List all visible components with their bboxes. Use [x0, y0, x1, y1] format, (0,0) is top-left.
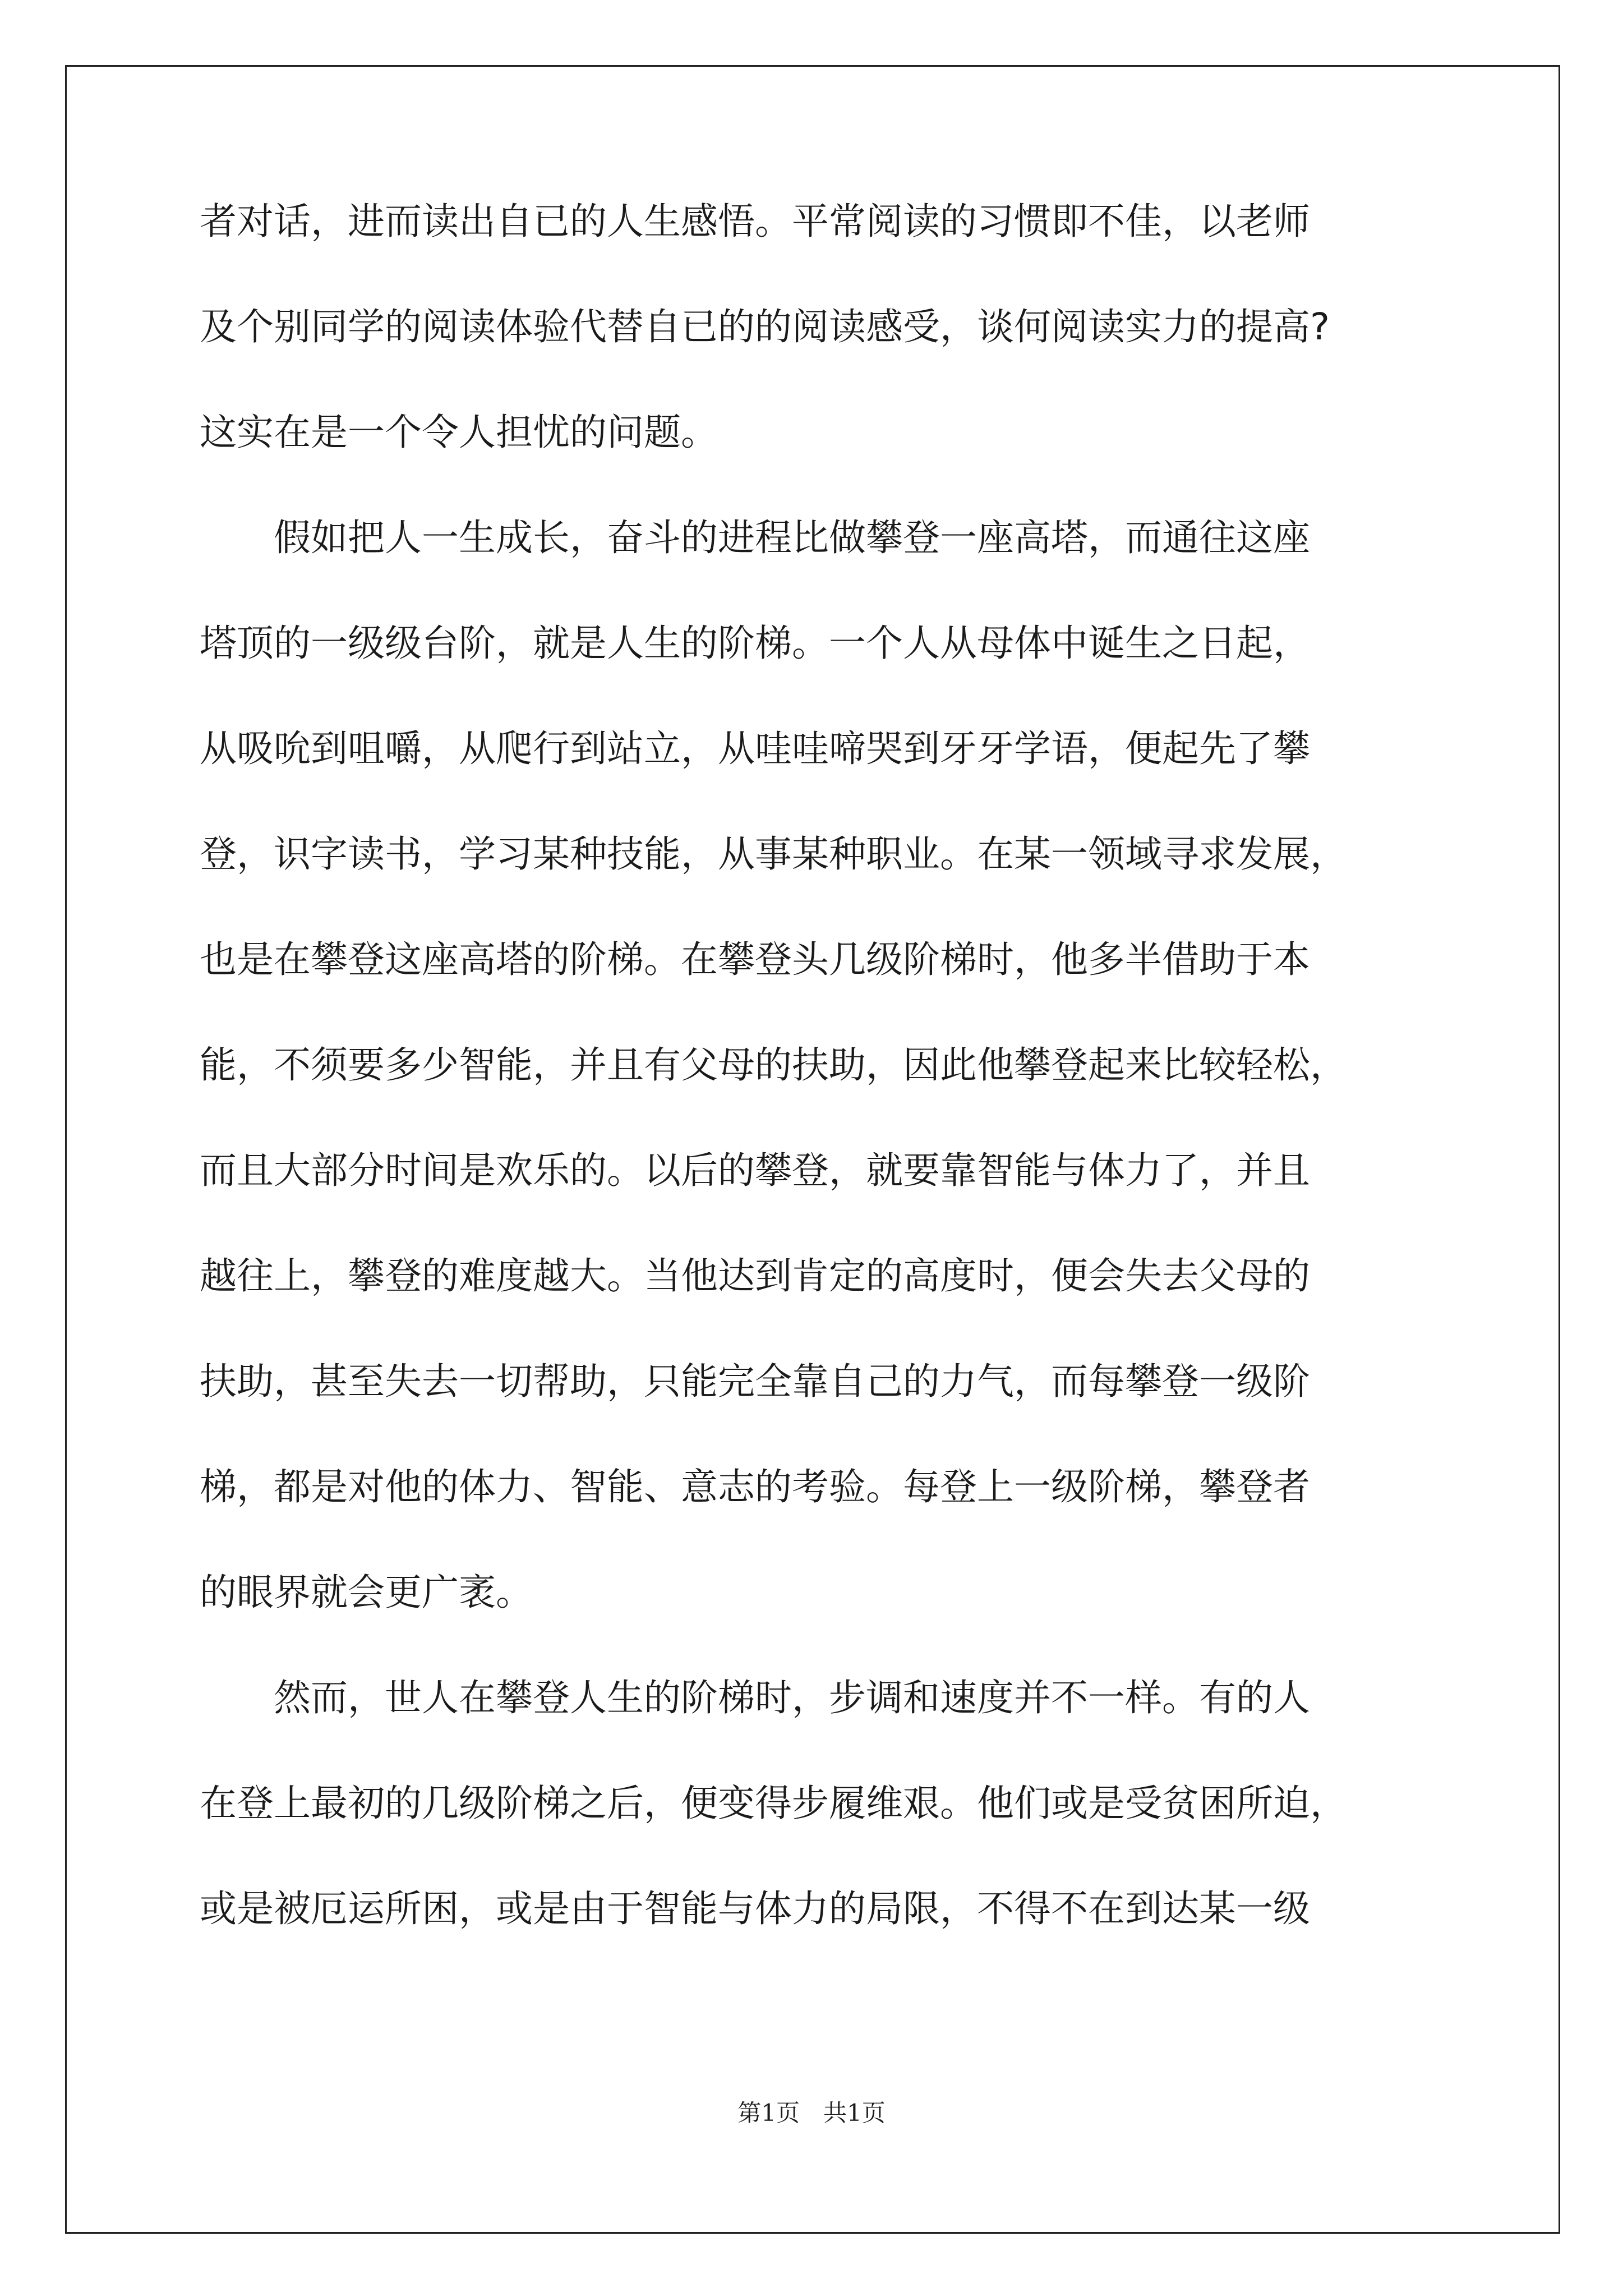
text-line: 或是被厄运所困，或是由于智能与体力的局限，不得不在到达某一级: [200, 1887, 1310, 1930]
text-line: 的眼界就会更广袤。: [200, 1571, 533, 1614]
text-line: 在登上最初的几级阶梯之后，便变得步履维艰。他们或是受贫困所迫，: [200, 1782, 1347, 1825]
text-line: 塔顶的一级级台阶，就是人生的阶梯。一个人从母体中诞生之日起，: [200, 622, 1310, 665]
text-line: 从吸吮到咀嚼，从爬行到站立，从哇哇啼哭到牙牙学语，便起先了攀: [200, 727, 1310, 770]
text-line: 也是在攀登这座高塔的阶梯。在攀登头几级阶梯时，他多半借助于本: [200, 938, 1310, 981]
text-line: 扶助，甚至失去一切帮助，只能完全靠自己的力气，而每攀登一级阶: [200, 1360, 1310, 1403]
text-line: 及个别同学的阅读体验代替自已的的阅读感受，谈何阅读实力的提高?: [200, 305, 1330, 348]
page-number-footer: 第1页 共1页: [737, 2099, 886, 2127]
text-line: 能，不须要多少智能，并且有父母的扶助，因此他攀登起来比较轻松，: [200, 1043, 1347, 1087]
text-line: 这实在是一个令人担忧的问题。: [200, 411, 718, 454]
text-line: 越往上，攀登的难度越大。当他达到肯定的高度时，便会失去父母的: [200, 1254, 1310, 1297]
text-line: 梯，都是对他的体力、智能、意志的考验。每登上一级阶梯，攀登者: [200, 1465, 1310, 1508]
text-line: 然而，世人在攀登人生的阶梯时，步调和速度并不一样。有的人: [200, 1676, 1310, 1719]
text-line: 而且大部分时间是欢乐的。以后的攀登，就要靠智能与体力了，并且: [200, 1149, 1310, 1192]
text-line: 者对话，进而读出自已的人生感悟。平常阅读的习惯即不佳，以老师: [200, 200, 1310, 243]
text-line: 登，识字读书，学习某种技能，从事某种职业。在某一领域寻求发展，: [200, 832, 1347, 876]
text-line: 假如把人一生成长，奋斗的进程比做攀登一座高塔，而通往这座: [200, 516, 1310, 559]
